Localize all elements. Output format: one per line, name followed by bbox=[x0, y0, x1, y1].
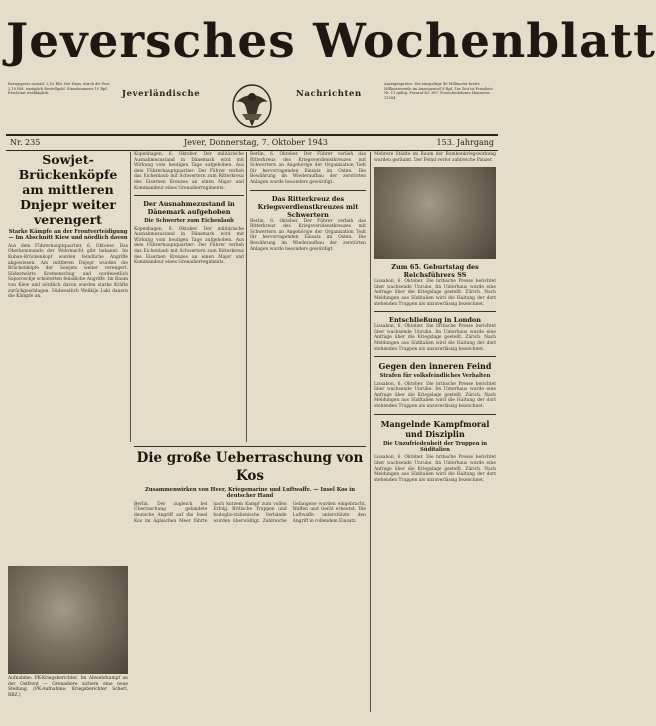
masthead-sub-left: Jeverländische bbox=[122, 89, 201, 99]
column-divider bbox=[370, 152, 371, 712]
section-rule bbox=[374, 311, 496, 312]
column-three-body: Berlin, 6. Oktober. Der Führer verlieh das Ritterkreuz des Kriegsverdienstkreuzes mit Schwertern an Angehörige der Organisation Todt für hervorragenden Einsatz im Osten. Die Bewährung im Wiederaufbau der zerstörten Anlagen wurde besonders gewürdigt. bbox=[250, 218, 366, 252]
morale-headline: Mangelnde Kampfmoral und Disziplin bbox=[380, 418, 490, 439]
london-headline: Entschließung in London bbox=[389, 316, 481, 325]
knights-cross-headline: Das Ritterkreuz des Kriegsverdienstkreuzes mit Schwertern bbox=[257, 194, 359, 219]
issue-date: Jever, Donnerstag, 7. Oktober 1943 bbox=[184, 138, 328, 147]
inner-enemy-deck: Strafen für volksfeindliches Verhalten bbox=[379, 373, 491, 380]
section-rule bbox=[250, 190, 366, 191]
column-four-body-top: Mehrere Städte im Raum der Bombenkriegswirkung wurden geräumt. Der Feind verlor zahlreiche Panzer. bbox=[374, 152, 496, 163]
masthead-title: Jeversches Wochenblatt bbox=[6, 14, 656, 69]
lead-body: Aus dem Führerhauptquartier, 6. Oktober. Das Oberkommando der Wehrmacht gibt bekannt: Im Kuban-Brückenkopf wurden feindliche Angriffe abgewiesen. Am mittleren Dnjepr wurden die Brückenköpfe der Sowjets weiter verengert. Südostwärts Kremenschug und nordwestlich Saporoschje scheiterten feindliche Angriffe. Im Raum von Kiew und nördlich davon wurden starke Kräfte zurückgeschlagen. Südwestlich Welikije Luki dauern die Kämpfe an. bbox=[8, 243, 128, 300]
lead-photo bbox=[8, 566, 128, 674]
section-rule bbox=[374, 414, 496, 415]
oakleaf-deck: Die Schwerter zum Eichenlaub bbox=[144, 218, 234, 225]
subscription-info: Bezugspreis monatl. 2,10 RM. frei Haus, durch die Post 2,10 RM. zuzüglich Bestellgeld. Einzelnummer 10 Rpf. Erscheint werktäglich. bbox=[8, 82, 110, 96]
column-four bbox=[374, 152, 496, 717]
article-photo bbox=[374, 167, 496, 259]
banner-body: Berlin. Der zugleich bei Überraschung gelandete deutsche Angriff auf die Insel Kos im Ägäischen Meer führte nach kurzem Kampf zum vollen Erfolg. Britische Truppen und badoglio-italienische Verbände wurden überwältigt. Zahlreiche Gefangene wurden eingebracht, Waffen und Gerät erbeutet. Die Luftwaffe unterstützte den Angriff in rollendem Einsatz. bbox=[134, 501, 366, 524]
dateline bbox=[6, 134, 498, 151]
issue-number: Nr. 235 bbox=[10, 138, 41, 147]
lead-column bbox=[8, 152, 128, 572]
london-body: Lissabon, 6. Oktober. Die britische Presse berichtet über wachsende Unruhe. Im Unterhaus wurde eine Anfrage über die Kriegslage gestellt. Zürich. Nach Meldungen aus Süditalien wird die Haltung der dort stehenden Truppen als unzuverlässig bezeichnet. bbox=[374, 324, 496, 352]
advertising-info: Anzeigenpreise: Die einspaltige 46 Millimeter breite Millimeterzeile im Anzeigenteil 8 Rpf. Zur Zeit ist Preisliste Nr. 11 gültig. Fernruf Nr. 367. Postscheckkonto Hannover 11584 bbox=[384, 82, 493, 100]
masthead-sub-right: Nachrichten bbox=[296, 89, 362, 99]
banner-deck: Zusammenwirken von Heer, Kriegsmarine und Luftwaffe. — Insel Kos in deutscher Hand bbox=[144, 487, 356, 500]
column-two bbox=[134, 152, 244, 442]
morale-body: Lissabon, 6. Oktober. Die britische Presse berichtet über wachsende Unruhe. Im Unterhaus wurde eine Anfrage über die Kriegslage gestellt. Zürich. Nach Meldungen aus Süditalien wird die Haltung der dort stehenden Truppen als unzuverlässig bezeichnet. bbox=[374, 455, 496, 483]
morale-deck: Die Unzufriedenheit der Truppen in Süditalien bbox=[382, 440, 488, 453]
denmark-headline: Der Ausnahmezustand in Dänemark aufgehoben bbox=[143, 200, 235, 217]
column-two-body-top: Kopenhagen, 6. Oktober. Der militärische Ausnahmezustand in Dänemark wird mit Wirkung vom heutigen Tage aufgehoben. Aus dem Führerhauptquartier: Der Führer verlieh das Eichenlaub mit Schwertern zum Ritterkreuz des Eisernen Kreuzes an einen Major und Kommandeur eines Grenadierregiments. bbox=[134, 152, 244, 191]
column-divider bbox=[246, 152, 247, 442]
inner-enemy-headline: Gegen den inneren Feind bbox=[378, 361, 492, 372]
column-divider bbox=[130, 152, 131, 442]
lead-headline: Sowjet-Brückenköpfe am mittleren Dnjepr weiter verengert bbox=[18, 152, 118, 227]
column-four-body: Lissabon, 6. Oktober. Die britische Presse berichtet über wachsende Unruhe. Im Unterhaus wurde eine Anfrage über die Kriegslage gestellt. Zürich. Nach Meldungen aus Süditalien wird die Haltung der dort stehenden Truppen als unzuverlässig bezeichnet. bbox=[374, 279, 496, 307]
lead-deck: Starke Kämpfe an der Frontverteidigung — Im Abschnitt Kiew und nördlich davon bbox=[8, 229, 128, 242]
banner-headline: Die große Ueberraschung von Kos bbox=[136, 450, 364, 484]
inner-enemy-body: Lissabon, 6. Oktober. Die britische Presse berichtet über wachsende Unruhe. Im Unterhaus wurde eine Anfrage über die Kriegslage gestellt. Zürich. Nach Meldungen aus Süditalien wird die Haltung der dort stehenden Truppen als unzuverlässig bezeichnet. bbox=[374, 381, 496, 409]
issue-volume: 153. Jahrgang bbox=[436, 138, 494, 147]
birthday-headline: Zum 65. Geburtstag des Reichsführers SS bbox=[391, 263, 479, 280]
section-rule bbox=[374, 356, 496, 357]
banner-article bbox=[134, 446, 366, 718]
newspaper-page bbox=[6, 6, 656, 720]
column-two-body: Kopenhagen, 6. Oktober. Der militärische Ausnahmezustand in Dänemark wird mit Wirkung vom heutigen Tage aufgehoben. Aus dem Führerhauptquartier: Der Führer verlieh das Eichenlaub mit Schwertern zum Ritterkreuz des Eisernen Kreuzes an einen Major und Kommandeur eines Grenadierregiments. bbox=[134, 226, 244, 266]
section-rule bbox=[134, 195, 244, 196]
column-three-body-top: Berlin, 6. Oktober. Der Führer verlieh das Ritterkreuz des Kriegsverdienstkreuzes mit Schwertern an Angehörige der Organisation Todt für hervorragenden Einsatz im Osten. Die Bewährung im Wiederaufbau der zerstörten Anlagen wurde besonders gewürdigt. bbox=[250, 152, 366, 185]
lead-photo-caption: Aufnahme: PK-Kriegsberichter. Im Abwehrkampf an der Ostfront — Grenadiere sichern eine neue Stellung. (PK-Aufnahme: Kriegsberichter Scherl, RBZ.) bbox=[8, 676, 128, 698]
eagle-crest-icon bbox=[228, 80, 276, 130]
column-three bbox=[250, 152, 366, 442]
banner-rule bbox=[134, 446, 366, 447]
